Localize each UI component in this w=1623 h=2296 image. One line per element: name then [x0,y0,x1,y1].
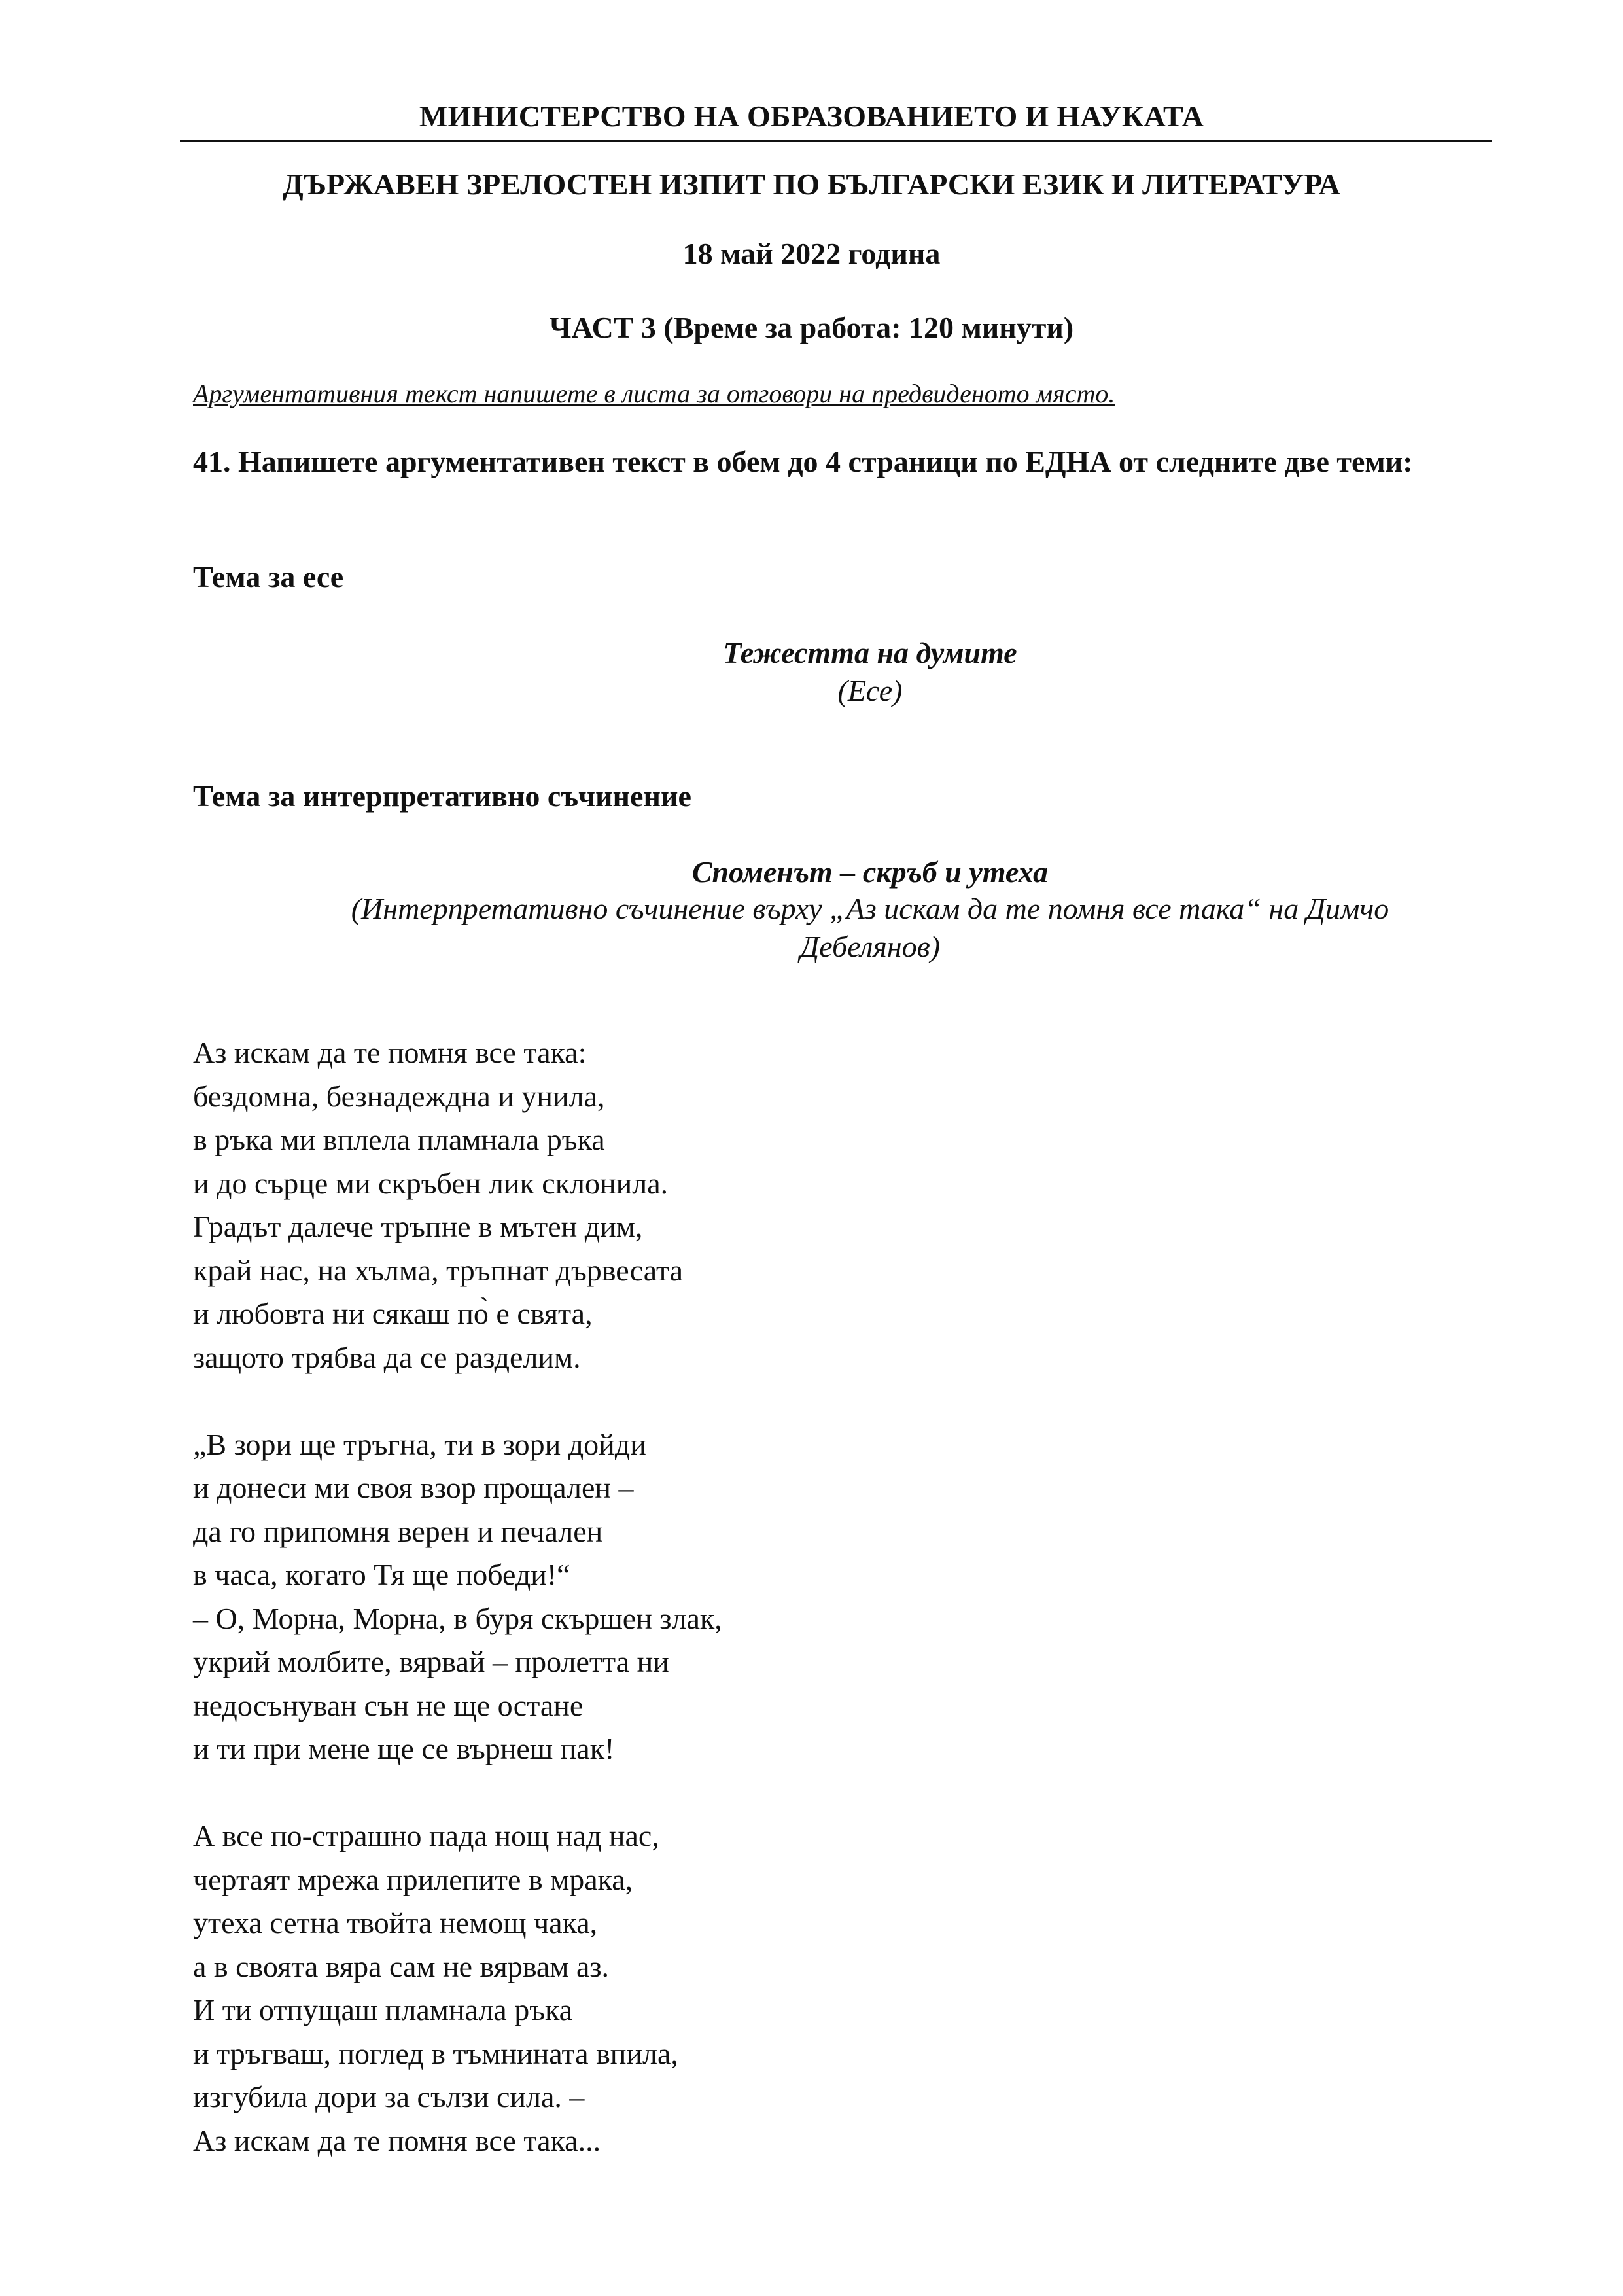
poem-line: и любовта ни сякаш по̀ е свята, [193,1297,593,1330]
essay-title: Тежестта на думите [723,636,1017,669]
essay-heading: Тема за есе [193,560,344,593]
poem-line: Аз искам да те помня все така: [193,1036,587,1069]
essay-genre: (Есе) [837,674,903,707]
header-divider [180,140,1492,142]
poem-line: „В зори ще тръгна, ти в зори дойди [193,1427,646,1461]
poem-line: Градът далече тръпне в мътен дим, [193,1210,643,1243]
poem-line: защото трябва да се разделим. [193,1340,581,1374]
poem-line: а в своята вяра сам не вярвам аз. [193,1949,610,1983]
interpretive-title: Споменът – скръб и утеха [691,855,1049,889]
poem-line: укрий молбите, вярвай – пролетта ни [193,1645,669,1678]
poem-line: край нас, на хълма, тръпнат дървесата [193,1253,684,1287]
poem-line: в ръка ми вплела пламнала ръка [193,1123,605,1156]
interpretive-heading: Тема за интерпретативно съчинение [193,779,691,813]
poem-line: и тръгваш, поглед в тъмнината впила, [193,2036,678,2070]
poem-line: и до сърце ми скръбен лик склонила. [193,1166,669,1200]
exam-title: ДЪРЖАВЕН ЗРЕЛОСТЕН ИЗПИТ ПО БЪЛГАРСКИ ЕЗИК И ЛИТЕРАТУРА [283,168,1340,201]
instruction-text: Аргументативния текст напишете в листа за отговори на предвиденото място. [193,379,1115,408]
exam-date: 18 май 2022 година [682,237,941,270]
poem-line: изгубила дори за сълзи сила. – [193,2080,585,2113]
poem-line: чертаят мрежа прилепите в мрака, [193,1862,633,1896]
poem-stanza-2 [193,1423,722,1771]
ministry-header: МИНИСТЕРСТВО НА ОБРАЗОВАНИЕТО И НАУКАТА [419,99,1204,133]
exam-part: ЧАСТ 3 (Време за работа: 120 минути) [549,311,1074,344]
interpretive-genre-line2: Дебелянов) [799,930,941,963]
poem-line: И ти отпущаш пламнала ръка [193,1993,573,2026]
task-statement: 41. Напишете аргументативен текст в обем до 4 страници по ЕДНА от следните две теми: [193,445,1413,478]
poem-line: бездомна, безнадеждна и унила, [193,1079,605,1113]
stanza-spacer [193,1771,722,1815]
poem-stanza-1 [193,1031,722,1379]
interpretive-genre-line1: (Интерпретативно съчинение върху „Аз искам да те помня все така“ на Димчо [351,892,1389,925]
stanza-spacer [193,1379,722,1423]
poem-line: да го припомня верен и печален [193,1514,603,1548]
poem-line: Аз искам да те помня все така... [193,2123,601,2157]
poem-line: и донеси ми своя взор прощален – [193,1471,634,1504]
poem-line: А все по-страшно пада нощ над нас, [193,1819,659,1852]
poem [193,1031,722,2163]
poem-line: недосънуван сън не ще остане [193,1688,584,1722]
poem-line: утеха сетна твойта немощ чака, [193,1906,598,1939]
poem-line: в часа, когато Тя ще победи!“ [193,1558,570,1591]
poem-line: и ти при мене ще се върнеш пак! [193,1732,615,1765]
poem-line: – О, Морна, Морна, в буря скършен злак, [193,1601,722,1635]
poem-stanza-3 [193,1814,722,2163]
